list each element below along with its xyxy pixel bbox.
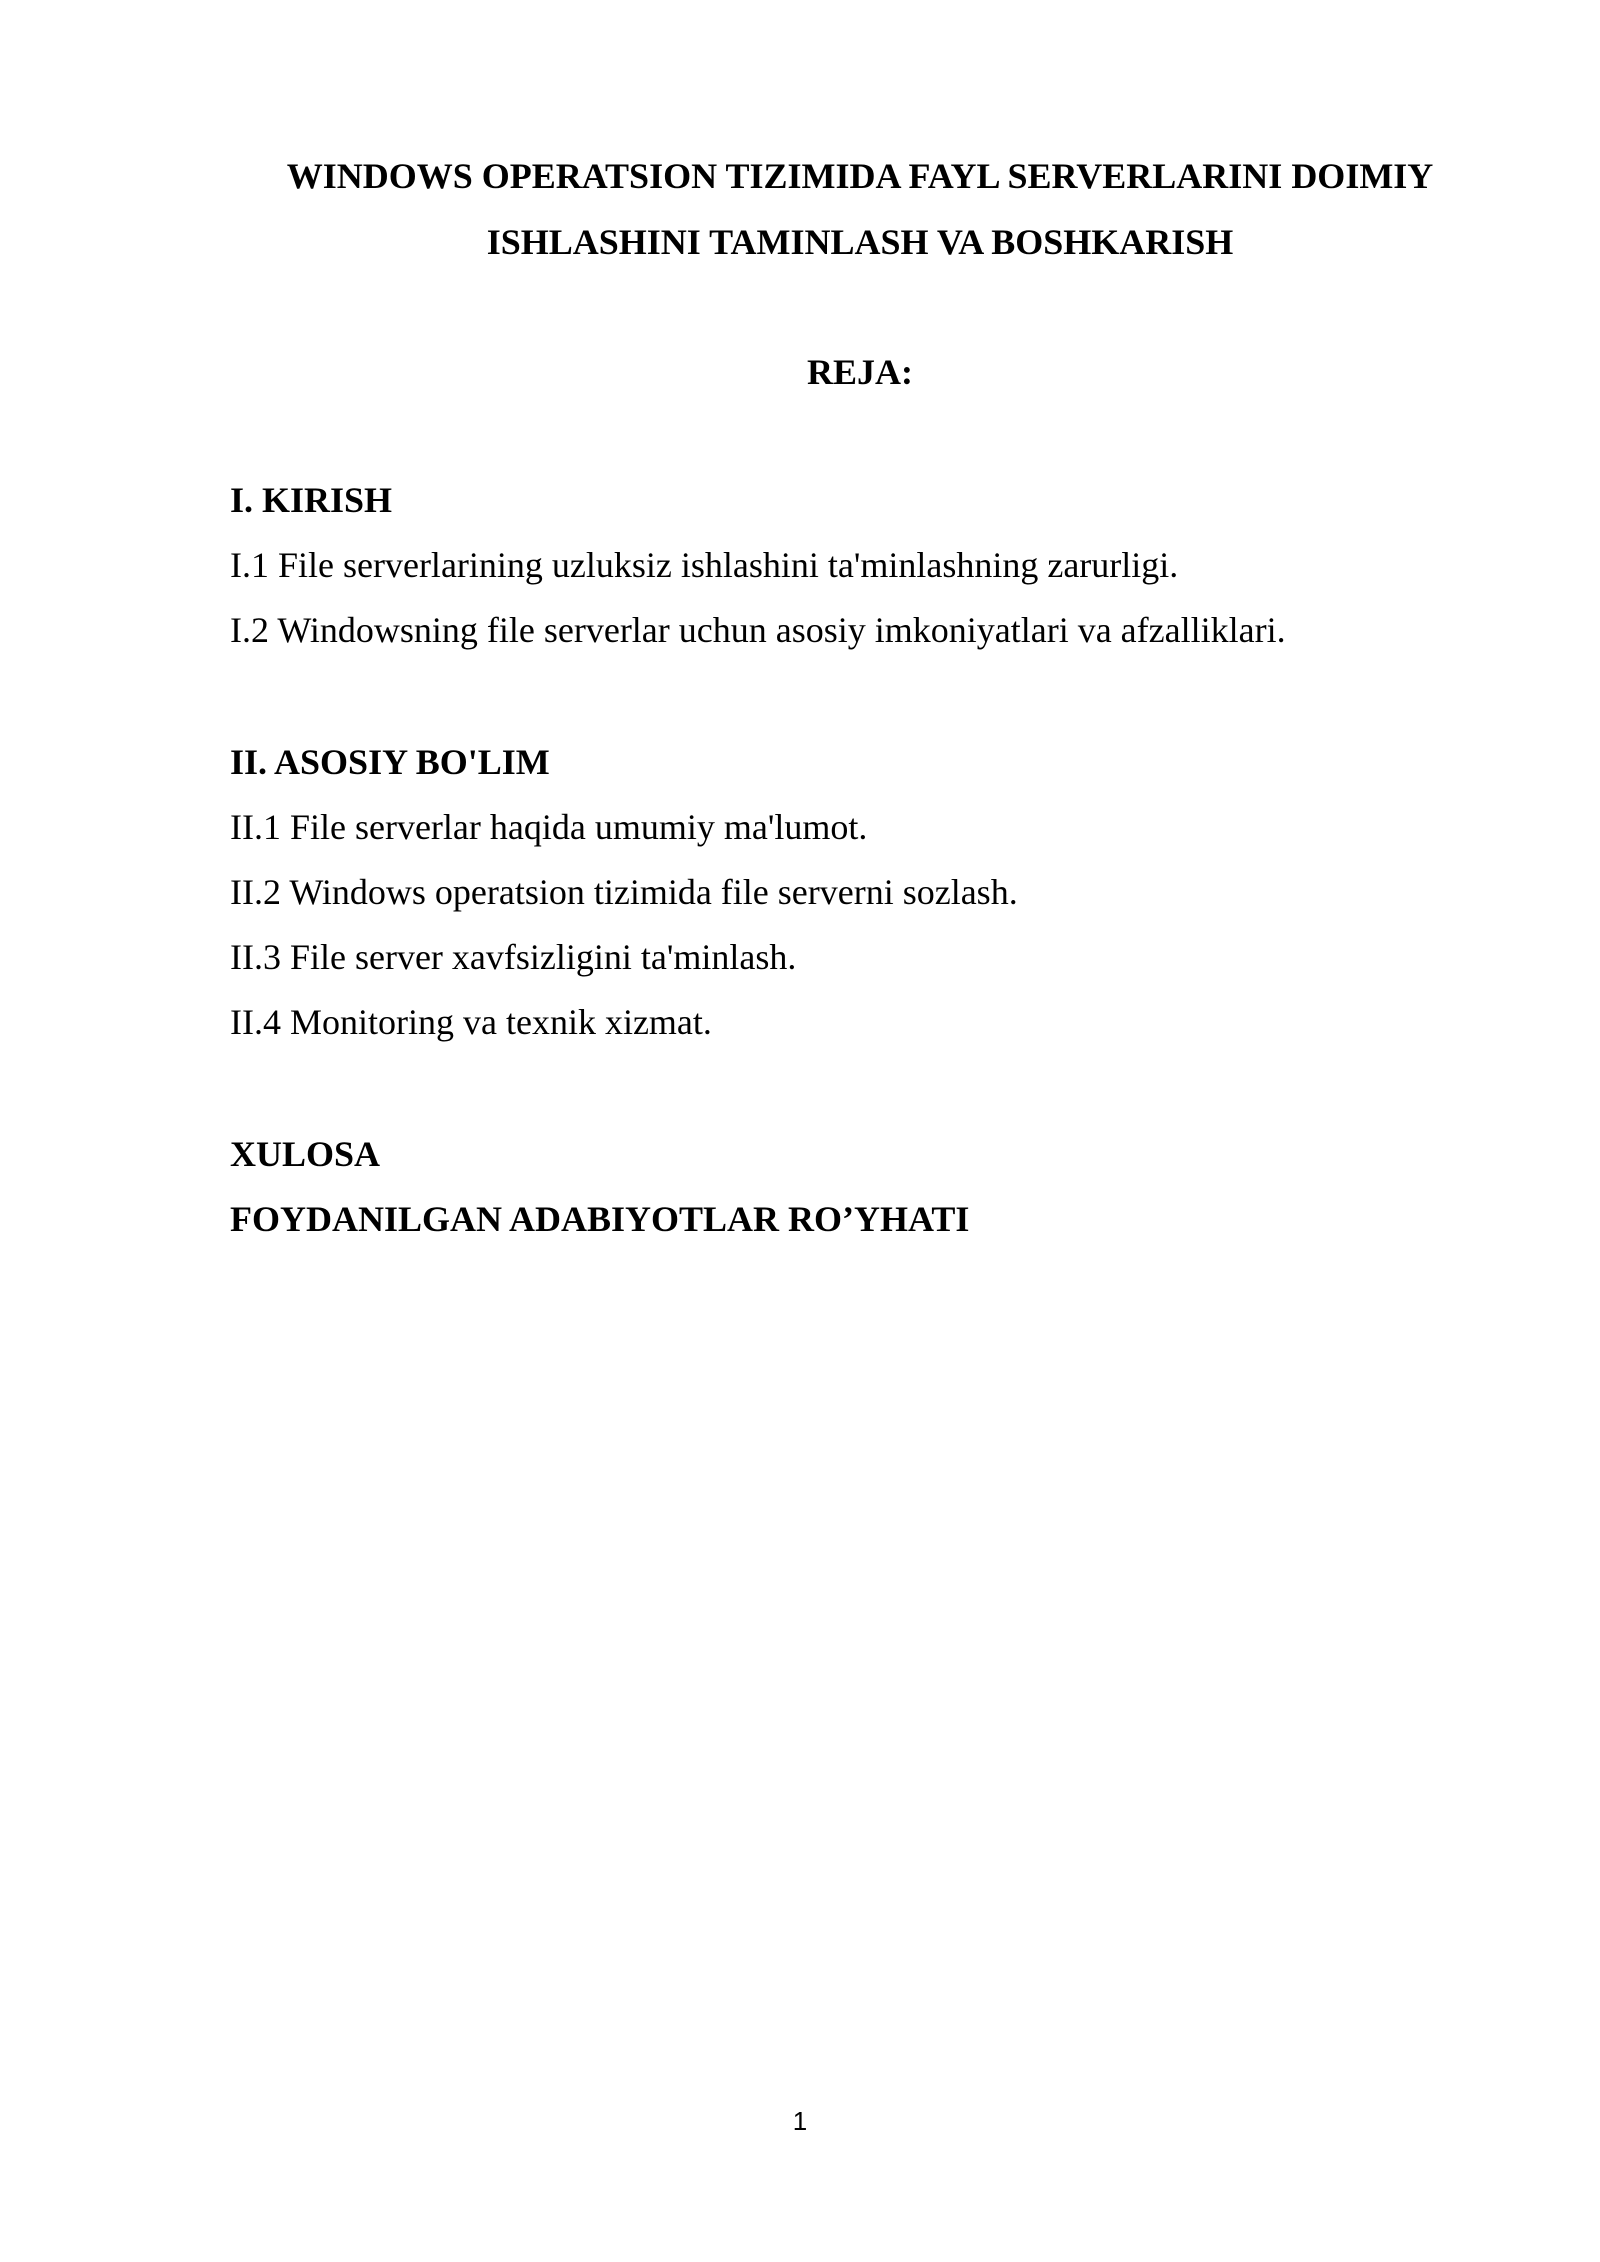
conclusion-heading: XULOSA — [230, 1134, 381, 1174]
section-closing — [230, 1122, 1490, 1252]
list-item: II.1 File serverlar haqida umumiy ma'lumot. — [230, 807, 868, 847]
section-heading: I. KIRISH — [230, 480, 393, 520]
references-heading: FOYDANILGAN ADABIYOTLAR RO’YHATI — [230, 1199, 970, 1239]
section-heading: II. ASOSIY BO'LIM — [230, 742, 550, 782]
list-item: II.4 Monitoring va texnik xizmat. — [230, 1002, 712, 1042]
page-number: 1 — [792, 2106, 808, 2136]
title-line-1: WINDOWS OPERATSION TIZIMIDA FAYL SERVERLARINI DOIMIY — [286, 156, 1434, 196]
title-line-2: ISHLASHINI TAMINLASH VA BOSHKARISH — [486, 222, 1234, 262]
list-item: I.2 Windowsning file serverlar uchun asosiy imkoniyatlari va afzalliklari. — [230, 610, 1286, 650]
section-main-part — [230, 730, 1490, 1055]
section-introduction — [230, 468, 1490, 663]
list-item: II.2 Windows operatsion tizimida file serverni sozlash. — [230, 872, 1018, 912]
list-item: II.3 File server xavfsizligini ta'minlash. — [230, 937, 797, 977]
plan-heading: REJA: — [807, 352, 913, 392]
list-item: I.1 File serverlarining uzluksiz ishlashini ta'minlashning zarurligi. — [230, 545, 1179, 585]
document-title — [230, 143, 1490, 275]
